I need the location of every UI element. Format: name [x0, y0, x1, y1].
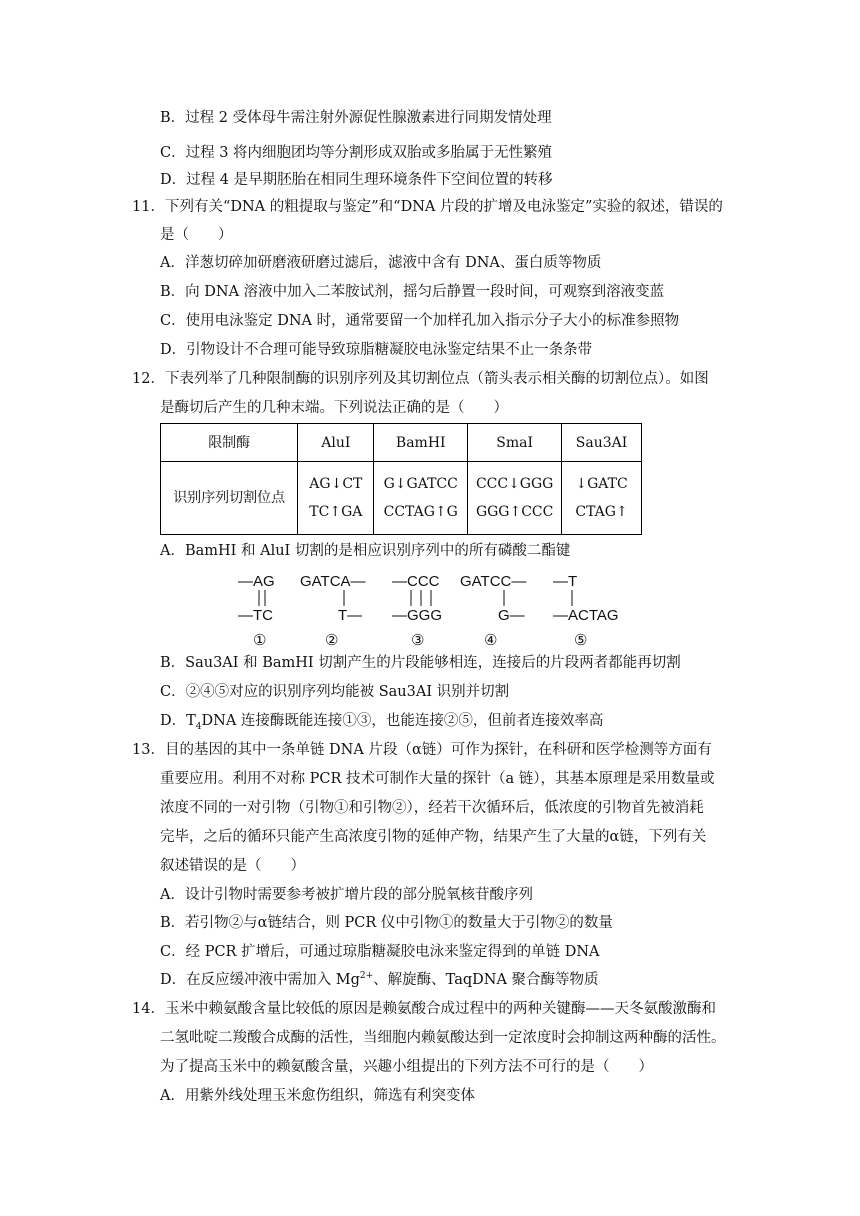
table-header-cell: AluI	[298, 424, 374, 462]
q12-option-c: C．②④⑤对应的识别序列均能被 Sau3AI 识别并切割	[160, 684, 510, 700]
cut-site-bottom: CCTAG↑G	[383, 504, 458, 520]
fragment-3-top: —CCC	[392, 573, 440, 590]
q13-option-d	[160, 970, 599, 990]
cut-site-top: CCC↓GGG	[475, 476, 554, 492]
fragment-1-top: —AG	[238, 573, 275, 590]
table-header-cell: Sau3AI	[562, 424, 642, 462]
q12-option-d-prefix: D．T	[160, 713, 196, 729]
q10-option-d: D．过程 4 是早期胚胎在相同生理环境条件下空间位置的转移	[160, 172, 553, 188]
q11-option-d: D．引物设计不合理可能导致琼脂糖凝胶电泳鉴定结果不止一条条带	[160, 342, 593, 358]
fragment-figure	[228, 568, 628, 652]
table-cell	[298, 462, 374, 535]
table-cell	[468, 462, 562, 535]
cut-site-top: AG↓CT	[309, 476, 363, 492]
q12-option-a: A．BamHI 和 AluI 切割的是相应识别序列中的所有磷酸二酯键	[160, 543, 571, 559]
q11-stem-line1: 11．下列有关“DNA 的粗提取与鉴定”和“DNA 片段的扩增及电泳鉴定”实验的叙述，错误的	[132, 199, 723, 215]
q13-option-d-superscript: 2+	[359, 971, 374, 982]
q14-stem-line2: 二氢吡啶二羧酸合成酶的活性，当细胞内赖氨酸达到一定浓度时会抑制这两种酶的活性。	[160, 1030, 726, 1046]
fragment-4-label: ④	[484, 632, 498, 649]
fragment-2-bottom: T—	[338, 607, 363, 624]
cut-site-bottom: GGG↑CCC	[475, 504, 554, 520]
fragment-5-label: ⑤	[574, 632, 588, 649]
fragment-4-top: GATCC—	[460, 573, 527, 590]
q13-option-a: A．设计引物时需要参考被扩增片段的部分脱氧核苷酸序列	[160, 887, 533, 903]
cut-site-bottom: TC↑GA	[309, 504, 363, 520]
q11-option-b: B．向 DNA 溶液中加入二苯胺试剂，摇匀后静置一段时间，可观察到溶液变蓝	[160, 284, 665, 300]
fragment-5-top: —T	[553, 573, 578, 590]
fragment-1-label: ①	[253, 632, 267, 649]
q11-option-c: C．使用电泳鉴定 DNA 时，通常要留一个加样孔加入指示分子大小的标准参照物	[160, 313, 680, 329]
fragment-4-bottom: G—	[498, 607, 525, 624]
q12-option-d-subscript: 4	[195, 721, 202, 732]
q10-option-b: B．过程 2 受体母牛需注射外源促性腺激素进行同期发情处理	[160, 110, 552, 126]
table-header-cell: 限制酶	[161, 424, 298, 462]
cut-site-bottom: CTAG↑	[575, 504, 628, 520]
table-header-cell: BamHI	[374, 424, 468, 462]
q13-option-d-text: 、解旋酶、TaqDNA 聚合酶等物质	[373, 972, 599, 988]
q14-stem-line1: 14．玉米中赖氨酸含量比较低的原因是赖氨酸合成过程中的两种关键酶——天冬氨酸激酶和	[132, 1001, 716, 1017]
q12-option-b: B．Sau3AI 和 BamHI 切割产生的片段能够相连，连接后的片段两者都能再切割	[160, 655, 681, 671]
q13-option-b: B．若引物②与α链结合，则 PCR 仪中引物①的数量大于引物②的数量	[160, 915, 613, 931]
fragment-1-bottom: —TC	[238, 607, 273, 624]
q13-stem-line4: 完毕，之后的循环只能产生高浓度引物的延伸产物，结果产生了大量的α链，下列有关	[160, 829, 707, 845]
table-cell	[562, 462, 642, 535]
fragment-5-bottom: —ACTAG	[553, 607, 619, 624]
fragment-3-label: ③	[411, 632, 425, 649]
fragment-2-top: GATCA—	[300, 573, 366, 590]
q14-option-a: A．用紫外线处理玉米愈伤组织，筛选有利突变体	[160, 1088, 475, 1104]
q13-stem-line3: 浓度不同的一对引物（引物①和引物②），经若干次循环后，低浓度的引物首先被消耗	[160, 800, 704, 816]
q13-stem-line5: 叙述错误的是（ ）	[160, 858, 305, 874]
q12-option-d	[160, 711, 603, 731]
fragment-2-label: ②	[325, 632, 339, 649]
q12-stem-line2: 是酶切后产生的几种末端。下列说法正确的是（ ）	[160, 400, 508, 416]
table-cell	[374, 462, 468, 535]
q12-stem-line1: 12．下表列举了几种限制酶的识别序列及其切割位点（箭头表示相关酶的切割位点）。如图	[132, 371, 709, 387]
cut-site-top: G↓GATCC	[383, 476, 458, 492]
q11-stem-line2: 是（ ）	[160, 227, 233, 243]
q10-option-c: C．过程 3 将内细胞团均等分割形成双胎或多胎属于无性繁殖	[160, 145, 553, 161]
enzyme-table	[160, 423, 642, 535]
table-row-label: 识别序列切割位点	[161, 462, 298, 535]
cut-site-top: ↓GATC	[575, 476, 628, 492]
q13-stem-line2: 重要应用。利用不对称 PCR 技术可制作大量的探针（a 链），其基本原理是采用数量或	[160, 771, 715, 787]
q11-option-a: A．洋葱切碎加研磨液研磨过滤后，滤液中含有 DNA、蛋白质等物质	[160, 255, 602, 271]
fragment-3-bottom: —GGG	[392, 607, 443, 624]
q13-option-d-prefix: D．在反应缓冲液中需加入 Mg	[160, 972, 360, 988]
q14-stem-line3: 为了提高玉米中的赖氨酸含量，兴趣小组提出的下列方法不可行的是（ ）	[160, 1059, 653, 1075]
q12-option-d-text: DNA 连接酶既能连接①③，也能连接②⑤，但前者连接效率高	[201, 713, 604, 729]
q13-option-c: C．经 PCR 扩增后，可通过琼脂糖凝胶电泳来鉴定得到的单链 DNA	[160, 944, 600, 960]
q13-stem-line1: 13．目的基因的其中一条单链 DNA 片段（α链）可作为探针，在科研和医学检测等方面有	[132, 742, 712, 758]
table-header-cell: SmaI	[468, 424, 562, 462]
